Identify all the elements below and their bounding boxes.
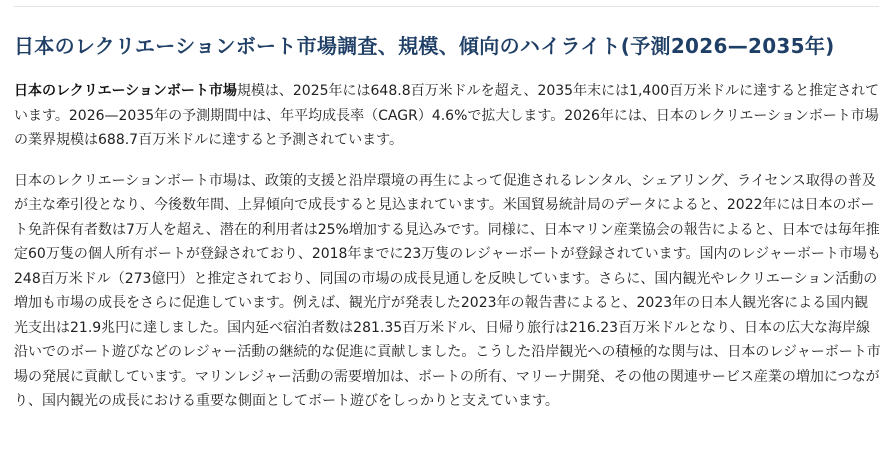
article xyxy=(14,32,881,414)
article-title: 日本のレクリエーションボート市場調査、規模、傾向のハイライト(予測2026—2035年) xyxy=(14,34,835,58)
intro-paragraph xyxy=(14,79,881,153)
intro-body: 規模は、2025年には648.8百万米ドルを超え、2035年末には1,400百万米ドルに達すると推定されています。2026—2035年の予測期間中は、年平均成長率（CAGR）4.6%で拡大します。2026年には、日本のレクリエーションボート市場の業界規模は688.7百万米ドルに達すると予測されています。 xyxy=(14,83,880,148)
body-paragraph: 日本のレクリエーションボート市場は、政策的支援と沿岸環境の再生によって促進されるレンタル、シェアリング、ライセンス取得の普及が主な牽引役となり、今後数年間、上昇傾向で成長すると見込まれています。米国貿易統計局のデータによると、2022年には日本のボート免許保有者数は7万人を超え、潜在的利用者は25%増加する見込みです。同様に、日本マリン産業協会の報告によると、日本では毎年推定60万隻の個人所有ボートが登録されており、2018年までに23万隻のレジャーボートが登録されています。国内のレジャーボート市場も248百万米ドル（273億円）と推定されており、同国の市場の成長見通しを反映しています。さらに、国内観光やレクリエーション活動の増加も市場の成長をさらに促進しています。例えば、観光庁が発表した2023年の報告書によると、2023年の日本人観光客による国内観光支出は21.9兆円に達しました。国内延べ宿泊者数は281.35百万米ドル、日帰り旅行は216.23百万米ドルとなり、日本の広大な海岸線沿いでのボート遊びなどのレジャー活動の継続的な促進に貢献しました。こうした沿岸観光への積極的な関与は、日本のレジャーボート市場の発展に貢献しています。マリンレジャー活動の需要増加は、ボートの所有、マリーナ開発、その他の関連サービス産業の増加につながり、国内観光の成長における重要な側面としてボート遊びをしっかりと支えています。 xyxy=(14,172,881,409)
top-divider xyxy=(14,6,879,7)
intro-lead-bold: 日本のレクリエーションボート市場 xyxy=(14,83,237,99)
